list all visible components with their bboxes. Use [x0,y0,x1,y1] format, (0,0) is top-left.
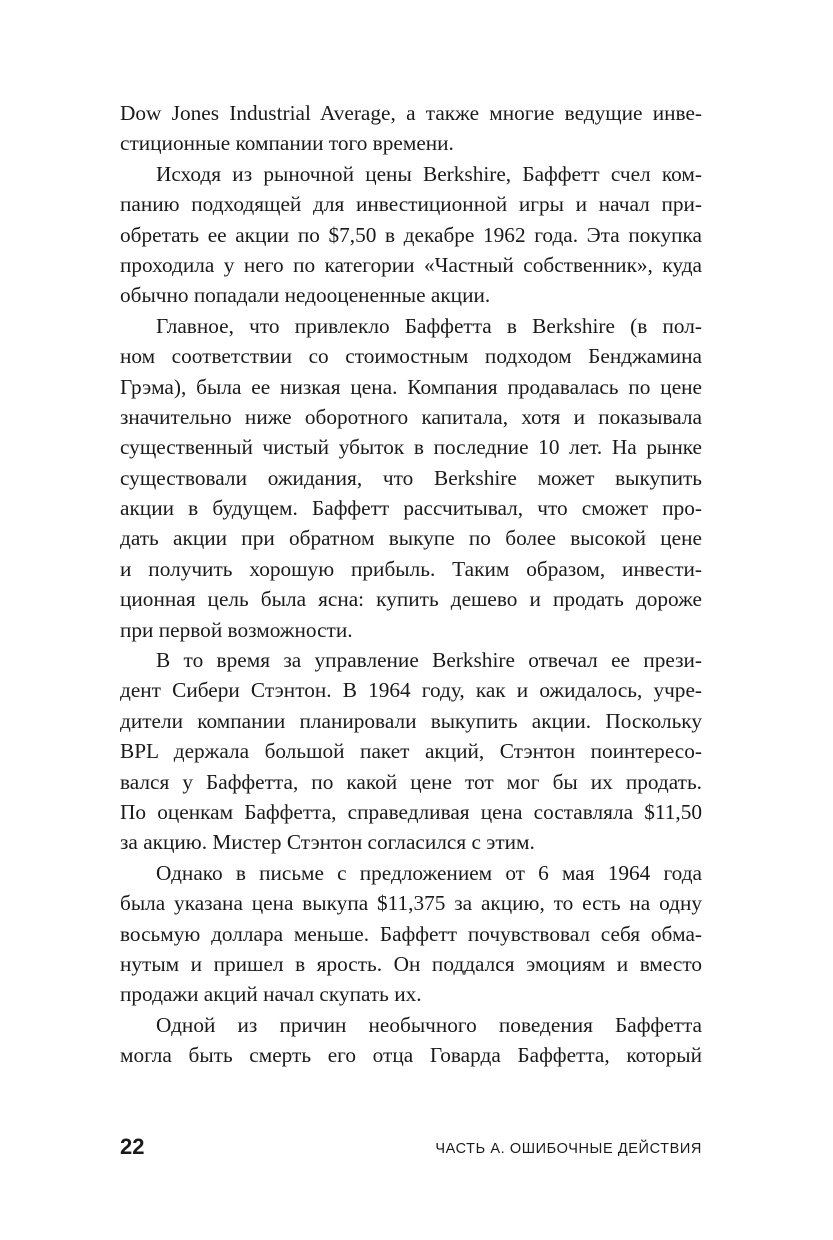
text-line: проходила у него по категории «Частный собственник», куда [120,252,702,277]
text-line: акции в будущем. Баффетт рассчитывал, что сможет про- [120,496,702,521]
text-line: обычно попадали недооцененные акции. [120,283,491,308]
text-line: панию подходящей для инвестиционной игры и начал при- [120,192,702,217]
text-line: В то время за управление Berkshire отвечал ее прези- [156,648,702,673]
text-line: вался у Баффетта, по какой цене тот мог бы их продать. [120,769,702,794]
text-line: была указана цена выкупа $11,375 за акцию, то есть на одну [120,891,702,916]
text-line: ном соответствии со стоимостным подходом Бенджамина [120,344,702,369]
text-line: дители компании планировали выкупить акции. Поскольку [120,708,702,733]
text-line: Однако в письме с предложением от 6 мая 1964 года [156,860,702,885]
text-line: за акцию. Мистер Стэнтон согласился с этим. [120,830,535,855]
text-line: существенный чистый убыток в последние 10 лет. На рынке [120,435,702,460]
text-line: дент Сибери Стэнтон. В 1964 году, как и ожидалось, учре- [120,678,702,703]
text-line: могла быть смерть его отца Говарда Баффетта, который [120,1043,702,1068]
text-line: ционная цель была ясна: купить дешево и продать дороже [120,587,702,612]
page-footer [120,1132,702,1162]
text-line: значительно ниже оборотного капитала, хотя и показывала [120,404,702,429]
text-line: Исходя из рыночной цены Berkshire, Баффетт счел ком- [156,161,702,186]
body-text [120,98,702,1071]
text-line: восьмую доллара меньше. Баффетт почувствовал себя обма- [120,921,702,946]
text-line: и получить хорошую прибыль. Таким образом, инвести- [120,556,702,581]
text-line: Одной из причин необычного поведения Баффетта [156,1012,702,1037]
text-line: стиционные компании того времени. [120,131,454,156]
text-line: существовали ожидания, что Berkshire может выкупить [120,465,702,490]
text-line: при первой возможности. [120,617,353,642]
text-line: дать акции при обратном выкупе по более высокой цене [120,526,702,551]
text-line: нутым и пришел в ярость. Он поддался эмоциям и вместо [120,951,702,976]
text-line: Грэма), была ее низкая цена. Компания продавалась по цене [120,374,702,399]
text-line: Главное, что привлекло Баффетта в Berkshire (в пол- [156,313,702,338]
running-head: ЧАСТЬ А. ОШИБОЧНЫЕ ДЕЙСТВИЯ [435,1141,702,1157]
text-line: BPL держала большой пакет акций, Стэнтон поинтересо- [120,739,702,764]
text-line: обретать ее акции по $7,50 в декабре 1962 года. Эта покупка [120,222,702,247]
text-line: продажи акций начал скупать их. [120,982,422,1007]
page-number: 22 [120,1134,145,1159]
text-line: Dow Jones Industrial Average, а также многие ведущие инве- [120,101,702,125]
text-line: По оценкам Баффетта, справедливая цена составляла $11,50 [120,799,702,824]
